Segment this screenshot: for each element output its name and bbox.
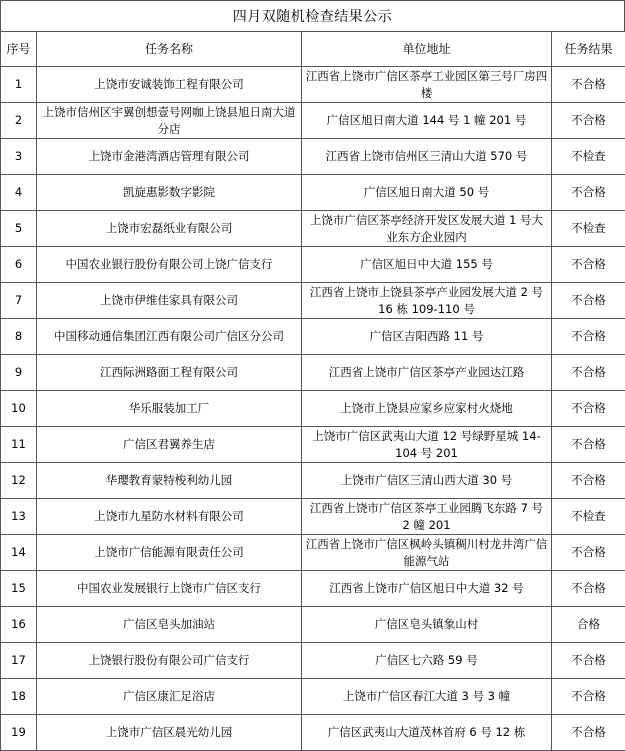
table-row [1, 67, 625, 103]
cell-address: 广信区武夷山大道茂林首府 6 号 12 栋 [302, 715, 552, 751]
cell-result: 合格 [552, 607, 625, 643]
cell-address: 江西省上饶市广信区枫岭头镇稠川村龙井湾广信能源气站 [302, 535, 552, 571]
cell-seq: 2 [1, 103, 37, 139]
cell-address: 广信区旭日南大道 50 号 [302, 175, 552, 211]
cell-result: 不合格 [552, 535, 625, 571]
cell-task-name: 华瓔教育蒙特梭利幼儿园 [37, 463, 302, 499]
cell-task-name: 上饶市广信能源有限责任公司 [37, 535, 302, 571]
cell-result: 不合格 [552, 67, 625, 103]
cell-result: 不合格 [552, 283, 625, 319]
table-row [1, 139, 625, 175]
cell-seq: 1 [1, 67, 37, 103]
table-row [1, 715, 625, 751]
cell-address: 江西省上饶市上饶县茶亭产业园发展大道 2 号 16 栋 109-110 号 [302, 283, 552, 319]
cell-seq: 5 [1, 211, 37, 247]
cell-task-name: 广信区皂头加油站 [37, 607, 302, 643]
cell-seq: 10 [1, 391, 37, 427]
cell-address: 上饶市广信区春江大道 3 号 3 幢 [302, 679, 552, 715]
cell-address: 上饶市上饶县应家乡应家村火烧地 [302, 391, 552, 427]
cell-result: 不合格 [552, 319, 625, 355]
table-row [1, 427, 625, 463]
table-row [1, 391, 625, 427]
cell-seq: 12 [1, 463, 37, 499]
table-row [1, 679, 625, 715]
table-row [1, 355, 625, 391]
cell-address: 江西省上饶市广信区茶亭工业园区第三号厂房四楼 [302, 67, 552, 103]
cell-address: 江西省上饶市广信区旭日中大道 32 号 [302, 571, 552, 607]
header-task-name: 任务名称 [37, 32, 302, 67]
cell-address: 广信区旭日南大道 144 号 1 幢 201 号 [302, 103, 552, 139]
table-row [1, 463, 625, 499]
cell-task-name: 上饶市信州区宇翼创想壹号网咖上饶县旭日南大道分店 [37, 103, 302, 139]
cell-task-name: 上饶市金港湾酒店管理有限公司 [37, 139, 302, 175]
header-address: 单位地址 [302, 32, 552, 67]
cell-result: 不合格 [552, 643, 625, 679]
cell-result: 不合格 [552, 571, 625, 607]
cell-seq: 6 [1, 247, 37, 283]
cell-result: 不合格 [552, 103, 625, 139]
cell-task-name: 华乐服装加工厂 [37, 391, 302, 427]
cell-seq: 13 [1, 499, 37, 535]
cell-seq: 19 [1, 715, 37, 751]
cell-address: 上饶市广信区三清山西大道 30 号 [302, 463, 552, 499]
cell-seq: 7 [1, 283, 37, 319]
cell-seq: 17 [1, 643, 37, 679]
table-row [1, 535, 625, 571]
cell-seq: 15 [1, 571, 37, 607]
cell-task-name: 上饶银行股份有限公司广信支行 [37, 643, 302, 679]
cell-task-name: 上饶市安诚装饰工程有限公司 [37, 67, 302, 103]
results-table [0, 31, 625, 751]
table-row [1, 247, 625, 283]
cell-seq: 4 [1, 175, 37, 211]
table-row [1, 571, 625, 607]
cell-result: 不合格 [552, 463, 625, 499]
cell-result: 不合格 [552, 715, 625, 751]
cell-address: 广信区皂头镇象山村 [302, 607, 552, 643]
cell-task-name: 广信区君翼养生店 [37, 427, 302, 463]
cell-task-name: 凯旋惠影数字影院 [37, 175, 302, 211]
cell-seq: 8 [1, 319, 37, 355]
table-row [1, 211, 625, 247]
cell-address: 上饶市广信区武夷山大道 12 号绿野星城 14-104 号 201 [302, 427, 552, 463]
table-body [1, 67, 625, 751]
cell-address: 广信区吉阳西路 11 号 [302, 319, 552, 355]
cell-result: 不检查 [552, 211, 625, 247]
cell-result: 不合格 [552, 355, 625, 391]
cell-address: 广信区旭日中大道 155 号 [302, 247, 552, 283]
table-row [1, 283, 625, 319]
cell-task-name: 上饶市宏磊纸业有限公司 [37, 211, 302, 247]
table-row [1, 499, 625, 535]
cell-address: 江西省上饶市广信区茶亭产业园达江路 [302, 355, 552, 391]
cell-result: 不合格 [552, 427, 625, 463]
cell-seq: 9 [1, 355, 37, 391]
table-header-row [1, 32, 625, 67]
cell-result: 不合格 [552, 679, 625, 715]
cell-task-name: 上饶市广信区晨光幼儿园 [37, 715, 302, 751]
cell-result: 不检查 [552, 499, 625, 535]
cell-address: 上饶市广信区茶亭经济开发区发展大道 1 号大业东方企业园内 [302, 211, 552, 247]
cell-seq: 11 [1, 427, 37, 463]
header-seq: 序号 [1, 32, 37, 67]
cell-task-name: 上饶市伊维佳家具有限公司 [37, 283, 302, 319]
cell-result: 不检查 [552, 139, 625, 175]
page-title: 四月双随机检查结果公示 [0, 0, 625, 31]
cell-result: 不合格 [552, 391, 625, 427]
header-result: 任务结果 [552, 32, 625, 67]
cell-task-name: 中国农业发展银行上饶市广信区支行 [37, 571, 302, 607]
cell-seq: 18 [1, 679, 37, 715]
cell-result: 不合格 [552, 247, 625, 283]
cell-task-name: 中国农业银行股份有限公司上饶广信支行 [37, 247, 302, 283]
table-row [1, 319, 625, 355]
cell-task-name: 上饶市九星防水材料有限公司 [37, 499, 302, 535]
cell-seq: 3 [1, 139, 37, 175]
cell-task-name: 广信区康汇足浴店 [37, 679, 302, 715]
cell-address: 广信区七六路 59 号 [302, 643, 552, 679]
cell-address: 江西省上饶市信州区三清山大道 570 号 [302, 139, 552, 175]
table-row [1, 607, 625, 643]
cell-seq: 14 [1, 535, 37, 571]
cell-address: 江西省上饶市广信区茶亭工业园腾飞东路 7 号 2 幢 201 [302, 499, 552, 535]
cell-task-name: 中国移动通信集团江西有限公司广信区分公司 [37, 319, 302, 355]
cell-seq: 16 [1, 607, 37, 643]
cell-task-name: 江西际洲路面工程有限公司 [37, 355, 302, 391]
table-row [1, 103, 625, 139]
table-row [1, 175, 625, 211]
table-row [1, 643, 625, 679]
cell-result: 不合格 [552, 175, 625, 211]
